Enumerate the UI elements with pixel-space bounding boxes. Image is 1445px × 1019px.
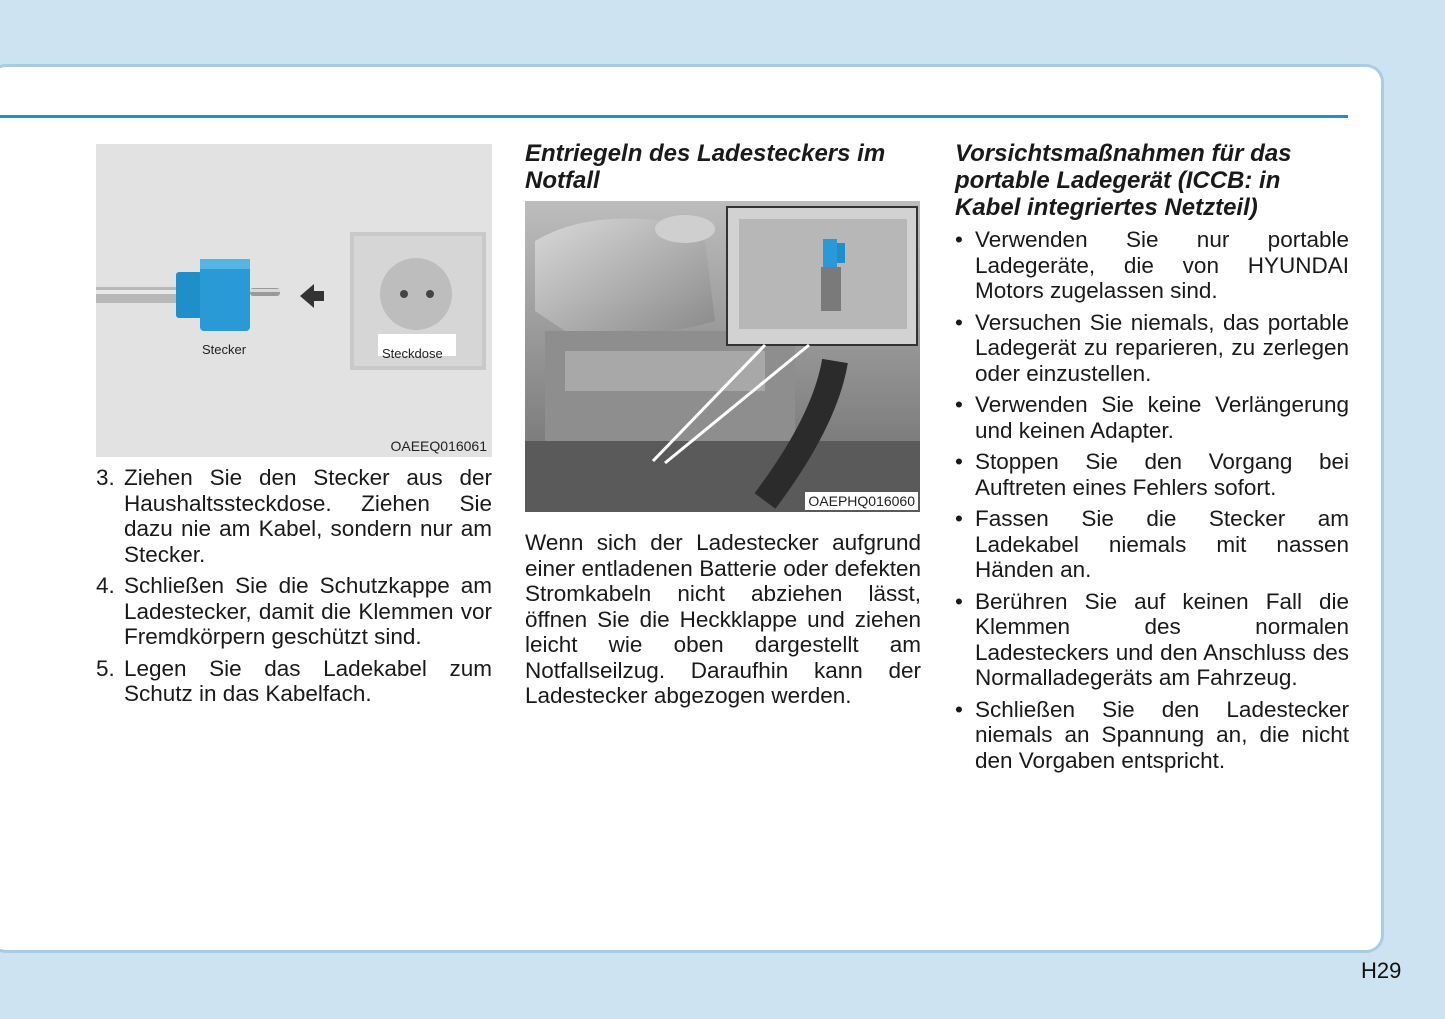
list-item: • Verwenden Sie nur portable Ladegeräte, die von HYUNDAI Motors zugelassen sind. bbox=[955, 227, 1349, 304]
page-number: H29 bbox=[1361, 958, 1402, 983]
right-column bbox=[955, 140, 1349, 779]
left-column bbox=[96, 140, 492, 713]
list-item bbox=[96, 656, 492, 707]
plug-socket-illustration bbox=[96, 144, 492, 457]
list-item: • Stoppen Sie den Vorgang bei Auftreten eines Fehlers sofort. bbox=[955, 449, 1349, 500]
step-text: Schließen Sie die Schutzkappe am Ladestecker, damit die Klemmen vor Fremdkörpern geschützt sind. bbox=[124, 573, 492, 649]
bullet-list bbox=[955, 227, 1349, 773]
list-item: • Versuchen Sie niemals, das portable Ladegerät zu reparieren, zu zerlegen oder einzustellen. bbox=[955, 310, 1349, 387]
list-item: • Schließen Sie den Ladestecker niemals an Spannung an, die nicht den Vorgaben entspricht. bbox=[955, 697, 1349, 774]
section-heading: Entriegeln des Ladesteckers im Notfall bbox=[525, 140, 886, 194]
plug-label: Stecker bbox=[202, 342, 247, 357]
steps-list bbox=[96, 465, 492, 707]
list-item: • Fassen Sie die Stecker am Ladekabel niemals mit nassen Händen an. bbox=[955, 506, 1349, 583]
list-item bbox=[96, 465, 492, 567]
figure-code: OAEPHQ016060 bbox=[805, 492, 918, 510]
step-number: 4. bbox=[96, 573, 115, 598]
list-item: • Verwenden Sie keine Verlängerung und keinen Adapter. bbox=[955, 392, 1349, 443]
plug-socket-figure bbox=[96, 144, 492, 457]
figure-code: OAEEQ016061 bbox=[390, 438, 487, 454]
section-heading: Vorsichtsmaßnahmen für das portable Ladegerät (ICCB: in Kabel integriertes Netzteil) bbox=[955, 140, 1292, 221]
step-number: 5. bbox=[96, 655, 115, 681]
step-number: 3. bbox=[96, 465, 115, 490]
step-text: Ziehen Sie den Stecker aus der Haushaltssteckdose. Ziehen Sie dazu nie am Kabel, sondern nur am Stecker. bbox=[124, 465, 492, 567]
list-item bbox=[96, 573, 492, 650]
header-rule bbox=[0, 115, 1348, 118]
engine-bay-illustration bbox=[525, 201, 920, 512]
socket-label: Steckdose bbox=[382, 346, 443, 361]
body-paragraph: Wenn sich der Ladestecker aufgrund einer entladenen Batterie oder defekten Stromkabeln nicht abziehen lässt, öffnen Sie die Heckklappe und ziehen leicht wie oben dargestellt am Notfallseilzug. Daraufhin kann der Ladestecker abgezogen werden. bbox=[525, 530, 921, 708]
middle-column bbox=[525, 140, 921, 709]
list-item: • Berühren Sie auf keinen Fall die Klemmen des normalen Ladesteckers und den Anschluss des Normalladegeräts am Fahrzeug. bbox=[955, 589, 1349, 691]
step-text: Legen Sie das Ladekabel zum Schutz in das Kabelfach. bbox=[124, 655, 492, 706]
engine-bay-figure bbox=[525, 201, 920, 512]
